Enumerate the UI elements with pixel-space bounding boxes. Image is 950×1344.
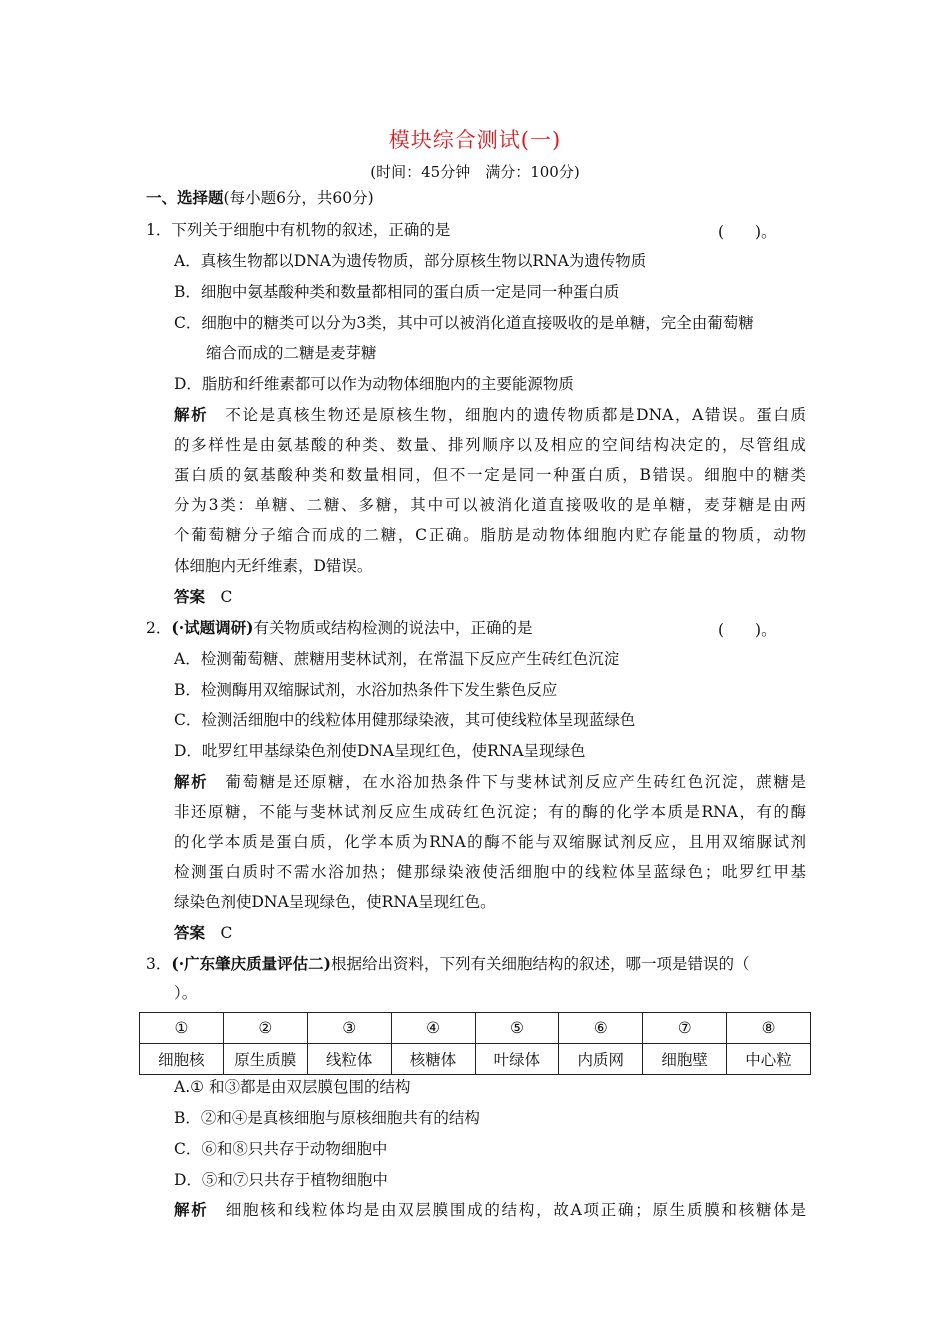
question-1-answer <box>174 587 232 607</box>
table-cell: 细胞壁 <box>643 1044 727 1075</box>
table-cell: ④ <box>391 1013 475 1044</box>
question-1-stem <box>146 220 450 240</box>
table-cell: 内质网 <box>559 1044 643 1075</box>
page-subtitle: (时间：45分钟 满分：100分) <box>370 163 580 181</box>
analysis-label: 解析 <box>174 772 209 791</box>
question-text: 下列关于细胞中有机物的叙述，正确的是 <box>171 221 451 239</box>
table-row <box>140 1013 811 1044</box>
table-cell: 线粒体 <box>307 1044 391 1075</box>
question-1-analysis <box>174 405 806 425</box>
question-1-option-a: A．真核生物都以DNA为遗传物质，部分原核生物以RNA为遗传物质 <box>174 252 647 270</box>
question-number: 2． <box>146 619 172 637</box>
question-2-option-c: C．检测活细胞中的线粒体用健那绿染液，其可使线粒体呈现蓝绿色 <box>174 711 636 729</box>
answer-blank: ( )。 <box>718 621 777 639</box>
analysis-label: 解析 <box>174 405 209 424</box>
table-cell: 核糖体 <box>391 1044 475 1075</box>
answer-value: C <box>205 924 233 942</box>
question-number: 1． <box>146 221 172 239</box>
section-note: (每小题6分，共60分) <box>223 189 374 207</box>
table-cell: ⑥ <box>559 1013 643 1044</box>
section-label: 一、选择题 <box>146 188 224 207</box>
table-cell: ⑧ <box>727 1013 811 1044</box>
question-3-analysis <box>174 1200 806 1220</box>
table-cell: ⑦ <box>643 1013 727 1044</box>
question-1-option-c: C．细胞中的糖类可以分为3类，其中可以被消化道直接吸收的是单糖，完全由葡萄糖 <box>174 314 754 332</box>
analysis-line: 蛋白质的氨基酸种类和数量相同，但不一定是同一种蛋白质，B错误。细胞中的糖类 <box>174 466 806 484</box>
cell-structure-table <box>139 1012 811 1075</box>
analysis-line: 的化学本质是蛋白质，化学本质为RNA的酶不能与双缩脲试剂反应，且用双缩脲试剂 <box>174 833 806 851</box>
table-cell: 细胞核 <box>140 1044 224 1075</box>
question-2-analysis <box>174 772 806 792</box>
table-cell: ⑤ <box>475 1013 559 1044</box>
analysis-line: 细胞核和线粒体均是由双层膜围成的结构，故A项正确；原生质膜和核糖体是 <box>208 1201 806 1219</box>
question-2-answer <box>174 923 232 943</box>
answer-blank: ( )。 <box>718 223 777 241</box>
question-2-option-d: D．吡罗红甲基绿染色剂使DNA呈现红色，使RNA呈现绿色 <box>174 742 586 760</box>
table-cell: ③ <box>307 1013 391 1044</box>
table-row <box>140 1044 811 1075</box>
answer-label: 答案 <box>174 923 206 942</box>
question-1-option-c-cont: 缩合而成的二糖是麦芽糖 <box>206 344 377 362</box>
question-2-stem <box>146 618 532 638</box>
question-3-option-d: D．⑤和⑦只共存于植物细胞中 <box>174 1171 388 1189</box>
table-cell: 叶绿体 <box>475 1044 559 1075</box>
question-number: 3． <box>146 955 172 973</box>
analysis-line: 绿染色剂使DNA呈现绿色，使RNA呈现红色。 <box>174 893 496 911</box>
question-1-option-b: B．细胞中氨基酸种类和数量都相同的蛋白质一定是同一种蛋白质 <box>174 283 620 301</box>
analysis-line: 葡萄糖是还原糖，在水浴加热条件下与斐林试剂反应产生砖红色沉淀，蔗糖是 <box>208 773 806 791</box>
question-2-option-b: B．检测酶用双缩脲试剂，水浴加热条件下发生紫色反应 <box>174 681 558 699</box>
analysis-line: 的多样性是由氨基酸的种类、数量、排列顺序以及相应的空间结构决定的，尽管组成 <box>174 436 806 454</box>
analysis-line: 个葡萄糖分子缩合而成的二糖，C正确。脂肪是动物体细胞内贮存能量的物质，动物 <box>174 526 806 544</box>
table-cell: 原生质膜 <box>223 1044 307 1075</box>
question-2-option-a: A．检测葡萄糖、蔗糖用斐林试剂，在常温下反应产生砖红色沉淀 <box>174 650 620 668</box>
question-3-option-c: C．⑥和⑧只共存于动物细胞中 <box>174 1140 388 1158</box>
answer-value: C <box>205 588 233 606</box>
question-text: 有关物质或结构检测的说法中，正确的是 <box>253 619 533 637</box>
question-1-option-d: D．脂肪和纤维素都可以作为动物体细胞内的主要能源物质 <box>174 375 574 393</box>
analysis-line: 检测蛋白质时不需水浴加热；健那绿染液使活细胞中的线粒体呈蓝绿色；吡罗红甲基 <box>174 863 806 881</box>
section-heading <box>146 188 374 208</box>
question-3-option-a: A.① 和③都是由双层膜包围的结构 <box>174 1078 411 1096</box>
question-3-option-b: B．②和④是真核细胞与原核细胞共有的结构 <box>174 1109 480 1127</box>
analysis-line: 分为3类：单糖、二糖、多糖，其中可以被消化道直接吸收的是单糖，麦芽糖是由两 <box>174 496 806 514</box>
question-text: 根据给出资料，下列有关细胞结构的叙述，哪一项是错误的（ <box>330 955 750 973</box>
question-source: (·试题调研) <box>171 618 254 637</box>
page-title: 模块综合测试(一) <box>388 128 562 152</box>
question-source: (·广东肇庆质量评估二) <box>171 954 331 973</box>
table-cell: ① <box>140 1013 224 1044</box>
answer-label: 答案 <box>174 587 206 606</box>
analysis-line: 体细胞内无纤维素，D错误。 <box>174 557 373 575</box>
table-cell: ② <box>223 1013 307 1044</box>
question-3-stem <box>146 954 749 974</box>
analysis-label: 解析 <box>174 1200 209 1219</box>
analysis-line: 不论是真核生物还是原核生物，细胞内的遗传物质都是DNA，A错误。蛋白质 <box>208 406 806 424</box>
analysis-line: 非还原糖，不能与斐林试剂反应生成砖红色沉淀；有的酶的化学本质是RNA，有的酶 <box>174 803 806 821</box>
table-cell: 中心粒 <box>727 1044 811 1075</box>
question-3-stem-cont: ）。 <box>174 984 198 1002</box>
